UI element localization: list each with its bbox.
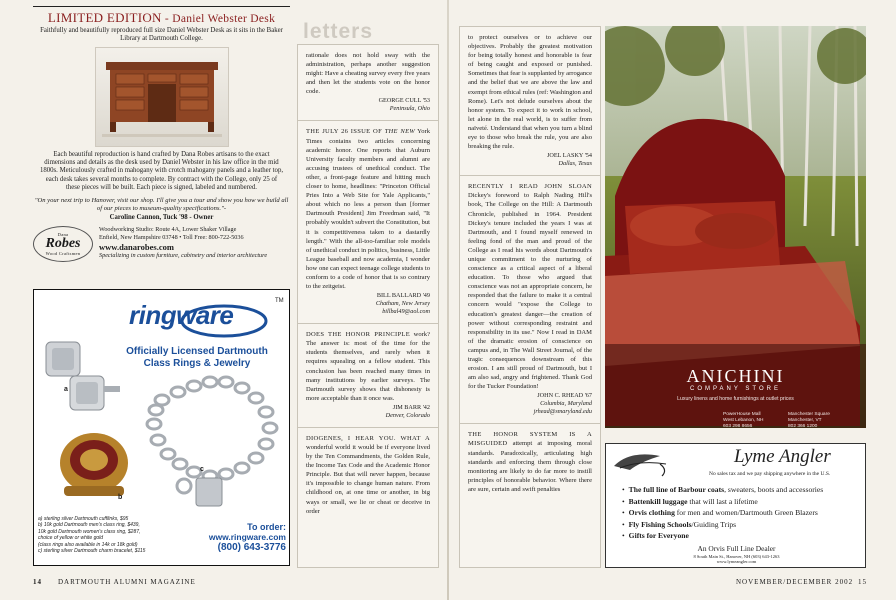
desk-photo: [95, 47, 229, 147]
letter-lead-in: RECENTLY I READ JOHN SLOAN: [468, 183, 592, 191]
letter-text: York Times contains two articles concerning academic honor. One reports that Auburn University faculty members and alumni are accusing trustees of unethical conduct. The other, a front-page feature and hitting much closer to home, headlines: "Princeton Official Pries Into a Web Site for Yale Applicants," about which no less a person than [former Dartmouth President] Jim Freedman said, "It probably wouldn't subvert the Constitution, but it is competitiveness taken to a dastardly length." With the all-too-familiar role models of unethical conduct in politics, business, Little League baseball and now academia, I wonder how one can expect teenage college students to conform to a code of honor that is so contrary to the zeitgeist.: [306, 128, 431, 291]
signature-location: Denver, Colorado: [385, 411, 430, 419]
label-a: a: [64, 386, 68, 393]
dana-robes-logo: [33, 226, 93, 262]
anichini-company-store: COMPANY STORE: [689, 386, 781, 392]
location-city: West Lebanon, NH: [723, 418, 764, 423]
robes-info: [99, 226, 267, 259]
letter-text: Dickey's foreword to Ralph Nading Hill's book, The College on the Hill: A Dartmouth Chronicle, published in 1964. President Dickey's tenure included the years I was at Dartmouth, and I found myself renewed in feeling fond of the man and proud of the College as I read his words about Dartmouth's unique commitment to the nurturing of conscience as a critical aspect of a liberal education. To those who argued that conscience was not an appropriate concern, he responded that the failure to make it a central concern would "expose the College to education's greatest danger—the creation of power without corresponding restraint and responsibility in its use." Now I read in DAM of the dramatic erosion of conscience on campus and, in The Wall Street Journal, of the tragic consequences downstream of this erosion. I am still proud of Dartmouth, but I am also sad, angry and frightened. Thank God for the Tucker Foundation!: [468, 192, 592, 391]
letter-text: work? The answer is: most of the time for the students themselves, and rarely when it requires squealing on a fellow student. This conclusion has been reached many times in many institutions by earlier surveys. The Dartmouth survey shows that dishonesty is more acceptable than it once was.: [306, 331, 430, 402]
item-rest: that will last a lifetime: [687, 496, 758, 506]
letter-lead-in: THE HONOR SYSTEM IS A MISGUIDED: [468, 431, 592, 448]
order-label: To order:: [247, 522, 286, 532]
ringware-tagline: Officially Licensed Dartmouth Class Rings & Jewelry: [126, 346, 268, 369]
lyme-angler-ad: [605, 443, 866, 568]
ringware-logo: ringware: [129, 300, 234, 330]
letter-divider: [298, 323, 438, 324]
label-b: b: [118, 494, 123, 501]
letter-paragraph: [306, 127, 430, 291]
location-name: PowerHouse Mall: [723, 412, 761, 417]
item-rest: /Guiding Trips: [691, 519, 737, 529]
letter-divider: [460, 175, 600, 176]
letter-signature: [306, 404, 430, 420]
left-running-title: DARTMOUTH ALUMNI MAGAZINE: [58, 578, 196, 586]
anichini-name: ANICHINI: [686, 366, 785, 386]
caption-line: (class rings also available in 14k or 18k gold): [38, 541, 138, 548]
lyme-angler-dealer: An Orvis Full Line Dealer: [697, 544, 776, 553]
lyme-angler-address: 8 South Main St., Hanover, NH (603) 643-1263: [693, 554, 780, 559]
item-bold: Fly Fishing Schools: [628, 519, 692, 529]
caption-line: a) sterling silver Dartmouth cufflinks, $95: [38, 516, 129, 522]
desk-ad-quote-by: Caroline Cannon, Tuck '98 - Owner: [109, 214, 214, 222]
letter-text: wonderful world it would be if everyone lived by the Ten Commandments, the Golden Rule, the Income Tax Code and the Academic Honor Principle. But that will never happen, because it's impossible to change human nature. From childhood on, at one time or another, in big ways or small, we lie or cheat or deceive in order: [306, 444, 430, 515]
desk-ad-subtitle: Faithfully and beautifully reproduced full size Daniel Webster Desk as it sits in the Baker Library at Dartmouth College.: [40, 27, 283, 42]
letter-lead-in: DOES THE HONOR PRINCIPLE: [306, 331, 411, 339]
robes-specialty: Specializing in custom furniture, cabinetry and interior architecture: [99, 251, 268, 259]
ringware-trademark: TM: [275, 298, 284, 304]
label-c: c: [200, 466, 204, 473]
item-bold: The full line of Barbour coats: [628, 485, 725, 494]
letter-lead-in: DIOGENES, I HEAR YOU. WHAT A: [306, 434, 430, 442]
anichini-location-1: [723, 412, 763, 428]
ringware-ad: [33, 289, 290, 566]
letter-divider: [460, 423, 600, 424]
ad-top-rule: [33, 6, 290, 7]
signature-name: BILL BALLARD '49: [376, 292, 430, 300]
ringware-website-link[interactable]: www.ringware.com: [208, 532, 286, 542]
right-page-number: 15: [858, 578, 867, 586]
letter-paragraph: [468, 182, 592, 391]
desk-ad-quote: "On your next trip to Hanover, visit our shop. I'll give you a tour and show you how we build all of our pieces to museum-quality specifications."-: [34, 197, 289, 213]
letter-lead-in: THE JULY 26 ISSUE OF: [306, 128, 385, 136]
item-rest: , sweaters, boots and accessories: [724, 485, 824, 494]
robes-contact-row: [33, 226, 290, 262]
letter-signature: [468, 392, 592, 416]
letter-signature: [468, 152, 592, 168]
item-bold: Orvis clothing: [628, 508, 675, 517]
ringware-swoosh-icon: [169, 301, 269, 341]
list-item: [622, 519, 862, 531]
ringware-captions: [38, 516, 178, 554]
caption-line: choice of yellow or white gold: [38, 535, 104, 542]
location-phone: 802 366 1200: [788, 424, 818, 428]
anichini-tagline: Luxury linens and home furnishings at outlet prices: [677, 396, 794, 402]
letter-paragraph: [468, 430, 592, 494]
list-item: [622, 484, 862, 496]
list-item: [622, 530, 862, 542]
desk-illustration: [96, 48, 228, 146]
ringware-order-block: [184, 522, 286, 553]
anichini-ad: [605, 26, 866, 428]
robes-website-link[interactable]: www.danarobes.com: [99, 241, 174, 252]
robes-address-1: Woodworking Studio: Route 4A, Lower Shaker Village: [99, 226, 237, 234]
signature-name: JOHN C. RHEAD '67: [537, 392, 592, 400]
anichini-location-2: [788, 412, 830, 428]
signature-location: Chatham, New Jersey: [375, 300, 430, 308]
logo-subline: Wood Craftsmen: [45, 251, 81, 257]
signature-name: JIM BARR '42: [392, 403, 430, 411]
logo-robes: Robes: [45, 236, 81, 252]
signature-location: Columbia, Maryland: [540, 400, 592, 408]
lyme-angler-title: Lyme Angler: [734, 446, 831, 467]
location-phone: 603 298 8656: [723, 424, 753, 428]
signature-location: Peninsula, Ohio: [389, 105, 430, 113]
letter-signature: [306, 292, 430, 316]
signature-email: jrhead@smaryland.edu: [533, 408, 592, 416]
desk-ad-body: Each beautiful reproduction is hand crafted by Dana Robes artisans to the exact dimensions and details as the desk used by Daniel Webster in his law office in the mid 1800s. Meticulously crafted in mahogany with crotch mahogany panels and a leather top, each desk takes several months to complete. By contract with the College, only 25 of these pieces will be built. Each piece is signed, labeled and numbered.: [39, 151, 284, 191]
letter-paragraph: rationale does not hold sway with the administration, perhaps another suggestion might: Have a cheating survey every five years and then let the students vote on the honor code.: [306, 52, 430, 96]
letter-signature: [306, 97, 430, 113]
lyme-angler-address-block: [606, 554, 867, 564]
logo-dana: Dana: [57, 232, 69, 238]
letter-divider: [298, 120, 438, 121]
ringware-phone: (800) 643-3776: [217, 542, 286, 553]
caption-line: b) 10k gold Dartmouth men's class ring, $439,: [38, 522, 140, 529]
page-gutter: [447, 0, 449, 600]
letter-paragraph: [306, 434, 430, 516]
desk-ad-title: [33, 10, 290, 26]
desk-ad-title-caps: LIMITED EDITION: [47, 10, 162, 25]
list-item: [622, 507, 862, 519]
letter-paragraph: [306, 330, 430, 403]
robes-address-2: Enfield, New Hampshire 03748 • Toll Free: 800-722-5036: [99, 233, 244, 241]
signature-name: GEORGE CULL '53: [378, 97, 430, 105]
lyme-angler-website-link[interactable]: www.lymeangler.com: [716, 559, 757, 565]
right-running-title: NOVEMBER/DECEMBER 2002: [736, 578, 854, 586]
left-page-number: 14: [33, 578, 42, 586]
fishing-fly-icon: [610, 448, 670, 480]
letter-text: attempt at imposing moral standards. Paradoxically, articulating high standards and enforcing them through close monitoring are likely to do far more to instill principles of honorable behavior. Where there are sure, certain and swift penalties: [468, 440, 592, 493]
item-bold: Battenkill luggage: [628, 496, 688, 506]
left-folio: [33, 578, 196, 586]
desk-ad: [33, 6, 290, 280]
lyme-angler-list: [622, 484, 862, 542]
letter-paragraph: to protect ourselves or to achieve our objectives. Probably the greatest motivation for being totally honest and honorable is fear of being caught and exposed or punished. Sometimes that fear is supplanted by arrogance and the belief that we are above the law and exempt from ethical rules (ref: Washington and Rome). Let's not delude ourselves about the honor system. To expect it to work in school, let alone in the real world, is to suffer from naïveté. Understand that when you turn a blind eye to those who break the rule, you are also breaking the rule.: [468, 34, 592, 151]
lyme-angler-subtitle: No sales tax and we pay shipping anywhere in the U.S.: [709, 471, 831, 477]
signature-email: billbal49@aol.com: [382, 308, 430, 316]
list-item: [622, 496, 862, 508]
caption-line: c) sterling silver Dartmouth charm bracelet, $115: [38, 548, 146, 555]
desk-ad-title-rest: - Daniel Webster Desk: [161, 13, 276, 25]
location-name: Manchester Square: [788, 412, 830, 417]
item-rest: for men and women/Dartmouth Green Blazers: [674, 508, 818, 517]
letters-section-heading: letters: [303, 20, 374, 43]
letter-divider: [298, 427, 438, 428]
signature-name: JOEL LASKY '54: [547, 152, 592, 160]
signature-location: Dallas, Texas: [558, 160, 592, 168]
caption-line: 10k gold Dartmouth women's class ring, $287,: [38, 528, 141, 535]
letters-column-2: [459, 26, 601, 568]
publication-name: THE NEW: [384, 128, 416, 136]
letters-column-1: [297, 44, 439, 568]
item-bold: Gifts for Everyone: [628, 531, 689, 540]
location-city: Manchester, VT: [788, 418, 822, 423]
